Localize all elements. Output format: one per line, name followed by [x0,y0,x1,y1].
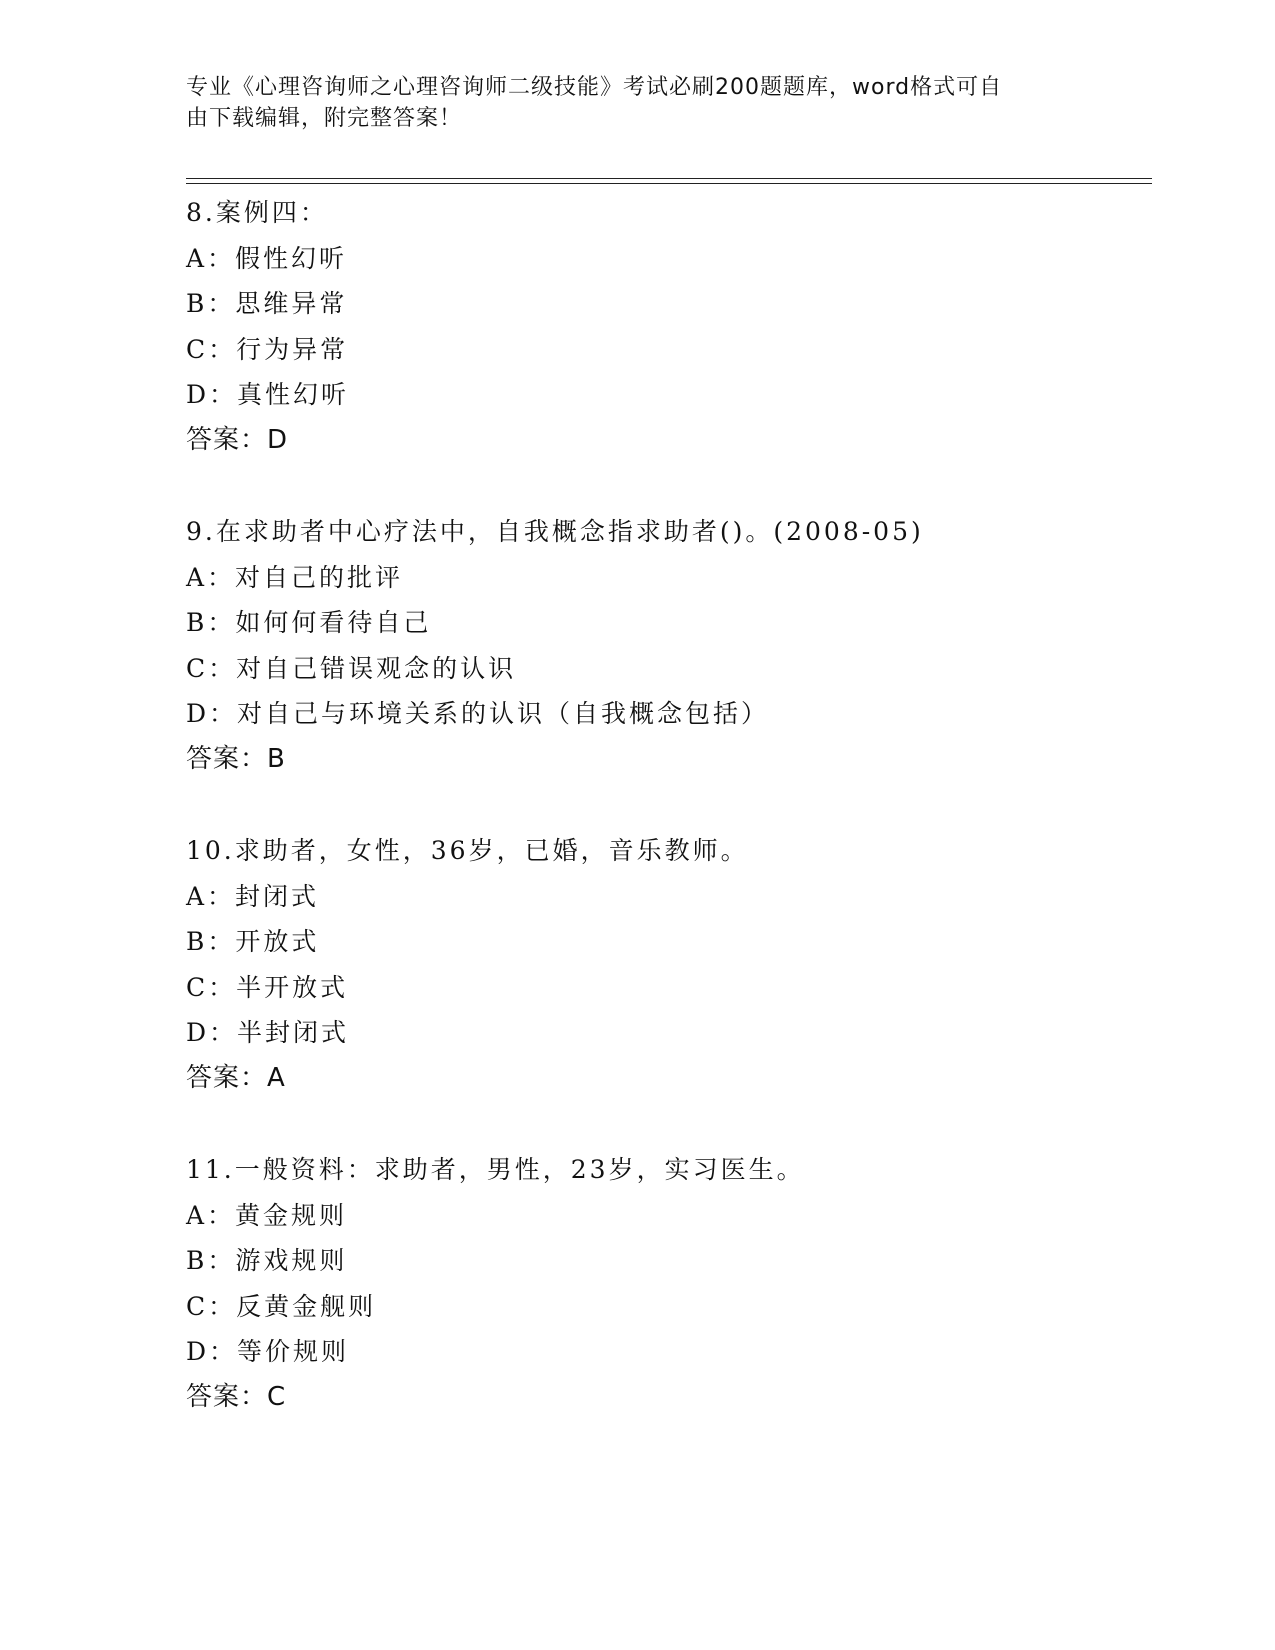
question-11 [186,1147,1152,1420]
question-text: 8.案例四： [186,198,328,227]
option-d: D：半封闭式 [186,1018,350,1047]
question-text: 10.求助者，女性，36岁，已婚，音乐教师。 [186,836,749,865]
question-text: 11.一般资料：求助者，男性，23岁，实习医生。 [186,1155,805,1184]
option-b: B：如何何看待自己 [186,608,432,637]
option-c: C：反黄金舰则 [186,1291,377,1321]
option-c: C：行为异常 [186,334,349,364]
document-header [186,72,1076,134]
option-a: A：封闭式 [186,881,320,911]
option-a: A：黄金规则 [186,1200,348,1230]
question-text: 9.在求助者中心疗法中，自我概念指求助者()。(2008-05) [186,517,924,546]
option-d: D：真性幻听 [186,380,350,409]
header-divider-bottom [186,183,1152,184]
option-b: B：思维异常 [186,289,348,318]
option-b: B：游戏规则 [186,1246,348,1275]
header-divider-top [186,178,1152,179]
question-9 [186,509,1152,782]
option-d: D：对自己与环境关系的认识（自我概念包括） [186,699,770,728]
option-a: A：对自己的批评 [186,562,404,592]
answer: 答案：B [186,743,286,774]
header-line-1: 专业《心理咨询师之心理咨询师二级技能》考试必刷200题题库，word格式可自 [186,75,1003,100]
answer: 答案：D [186,424,289,455]
option-b: B：开放式 [186,927,320,956]
answer: 答案：C [186,1381,287,1412]
option-c: C：对自己错误观念的认识 [186,653,517,683]
question-list [186,190,1152,1466]
answer: 答案：A [186,1062,286,1093]
question-8 [186,190,1152,463]
question-10 [186,828,1152,1101]
option-a: A：假性幻听 [186,243,348,273]
header-line-2: 由下载编辑，附完整答案！ [186,106,463,131]
option-d: D：等价规则 [186,1337,350,1366]
option-c: C：半开放式 [186,972,349,1002]
